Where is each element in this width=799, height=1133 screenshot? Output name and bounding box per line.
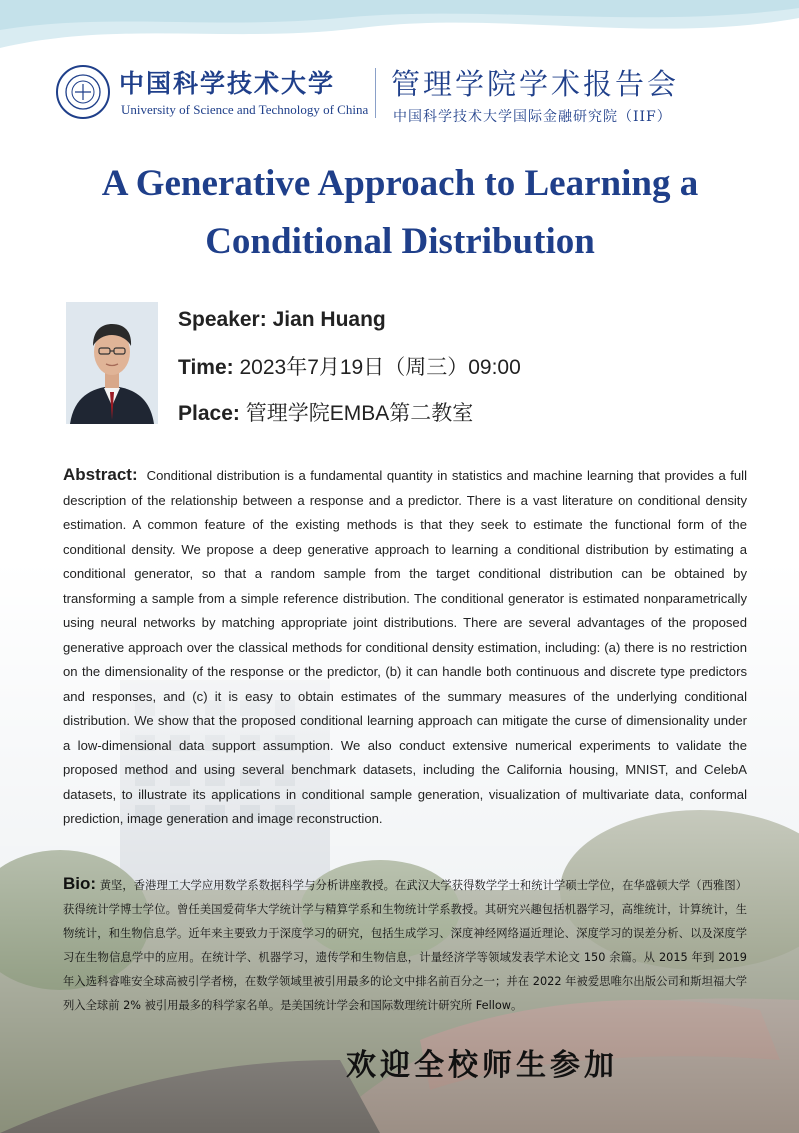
university-name-en: University of Science and Technology of China [121, 102, 369, 117]
abstract-label: Abstract: [63, 465, 138, 484]
top-wave-decoration [0, 0, 799, 60]
speaker-name: Jian Huang [272, 308, 386, 331]
abstract-text: Conditional distribution is a fundamental quantity in statistics and machine learning that provides a full description of the relationship between a response and a predictor. There is a vast literature on conditional density estimation. A common feature of the existing methods is that they seek to estimate the functional form of the conditional density. We propose a deep generative approach to learning a conditional distribution by estimating a conditional generator, so that a random sample from the target conditional distribution can be obtained by transforming a sample from a simple reference distribution. The conditional generator is estimated nonparametrically using neural networks by matching appropriate joint distributions. There are several advantages of the proposed generative approach over the classical methods for conditional density estimation, including: (a) there is no restriction on the dimensionality of the response or the predictor, (b) it can handle both continuous and discrete type predictors and responses, and (c) it is easy to obtain estimates of the summary measures of the underlying conditional distribution. We show that the proposed conditional learning approach can mitigate the curse of dimensionality under a low-dimensional data support assumption. We also conduct extensive numerical experiments to validate the proposed method and using several benchmark datasets, including the California housing, MNIST, and CelebA datasets, to illustrate its applications in conditional sample generation, visualization of multivariate data, conformal prediction, image generation and image reconstruction. [63, 468, 747, 826]
header-divider [375, 68, 376, 118]
place-value: 管理学院EMBA第二教室 [245, 402, 474, 425]
speaker-label: Speaker: [178, 308, 267, 331]
time-line [178, 351, 521, 381]
institute-name: 中国科学技术大学国际金融研究院（IIF） [393, 109, 672, 125]
speaker-line [178, 308, 386, 332]
bio-paragraph [63, 872, 747, 1018]
place-label: Place: [178, 402, 240, 425]
university-name-cn: 中国科学技术大学 [119, 69, 336, 98]
welcome-banner: 欢迎全校师生参加 [346, 1048, 618, 1083]
speaker-photo [66, 302, 158, 424]
bio-text: 黄坚，香港理工大学应用数学系数据科学与分析讲座教授。在武汉大学获得数学学士和统计学硕士学位，在华盛顿大学（西雅图）获得统计学博士学位。曾任美国爱荷华大学统计学与精算学系和生物统计学系教授。其研究兴趣包括机器学习，高维统计，计算统计，生物统计，和生物信息学。近年来主要致力于深度学习的研究，包括生成学习、深度神经网络逼近理论、深度学习的误差分析、以及深度学习在生物信息学中的应用。在统计学、机器学习，遗传学和生物信息，计量经济学等领域发表学术论文 150 余篇。从 2015 年到 2019 年入选科睿唯安全球高被引学者榜，在数学领域里被引用最多的论文中排名前百分之一；并在 2022 年被爱思唯尔出版公司和斯坦福大学列入全球前 2% 被引用最多的科学家名单。是美国统计学会和国际数理统计研究所 Fellow。 [63, 879, 747, 1012]
abstract-paragraph [63, 463, 747, 832]
series-title: 管理学院学术报告会 [391, 67, 680, 101]
header [55, 62, 755, 132]
bio-label: Bio: [63, 874, 97, 893]
place-line [178, 397, 473, 427]
university-seal-icon [55, 64, 111, 120]
time-value: 2023年7月19日（周三）09:00 [239, 356, 521, 379]
time-label: Time: [178, 356, 234, 379]
talk-title: A Generative Approach to Learning a Conditional Distribution [101, 163, 699, 262]
